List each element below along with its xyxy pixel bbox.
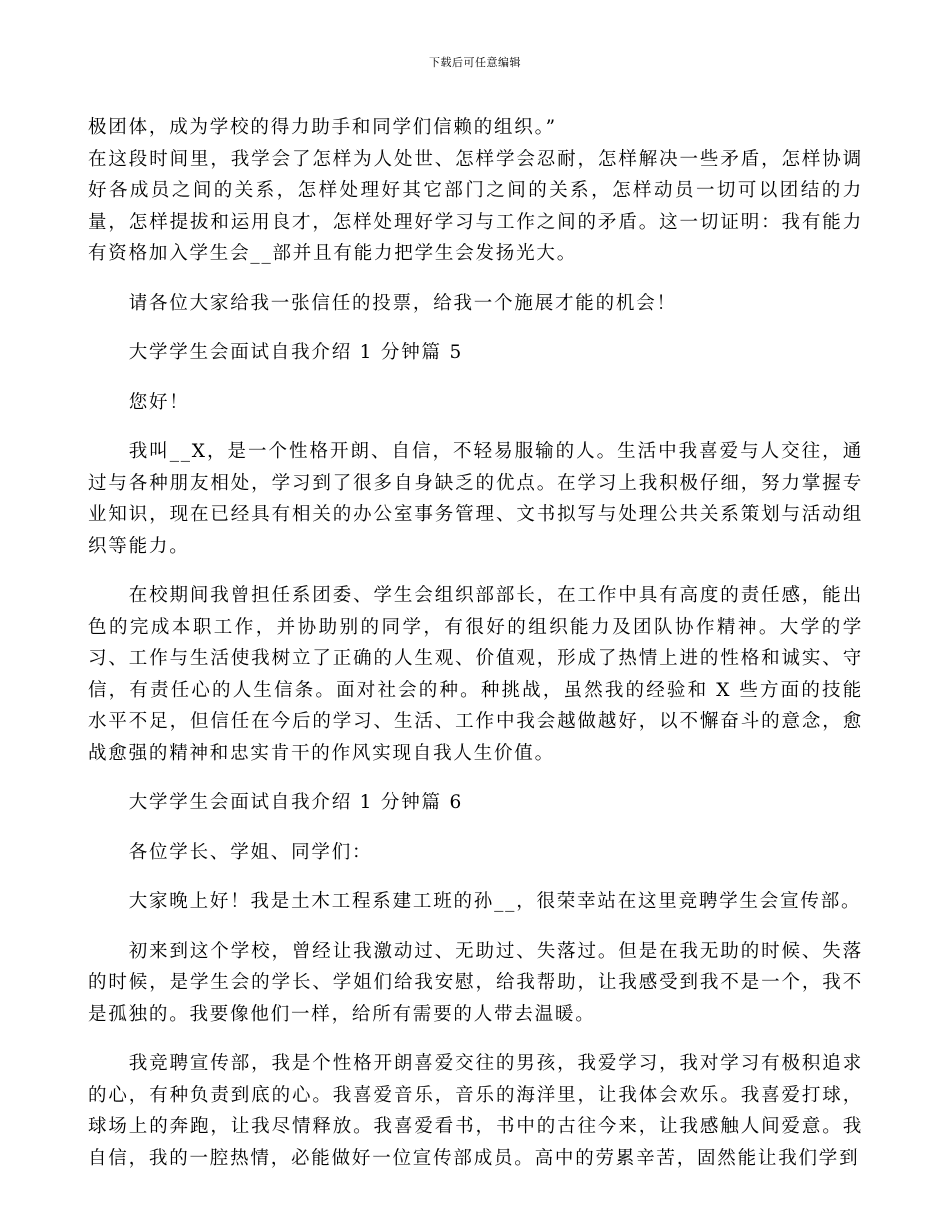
page-header: 下载后可任意编辑 (429, 56, 521, 69)
paragraph: 我叫__X，是一个性格开朗、自信，不轻易服输的人。生活中我喜爱与人交往，通过与各种朋友相处，学习到了很多自身缺乏的优点。在学习上我积极仔细，努力掌握专业知识，现在已经具有相关的办公室事务管理、文书拟写与处理公共关系策划与活动组织等能力。 (88, 441, 863, 557)
section-heading: 大学学生会面试自我介绍 1 分钟篇 5 (128, 342, 464, 363)
paragraph: 初来到这个学校，曾经让我激动过、无助过、失落过。但是在我无助的时候、失落的时候，是学生会的学长、学姐们给我安慰，给我帮助，让我感受到我不是一个，我不是孤独的。我要像他们一样，给所有需要的人带去温暖。 (88, 940, 863, 1025)
section-heading: 大学学生会面试自我介绍 1 分钟篇 6 (128, 792, 464, 813)
paragraph: 在这段时间里，我学会了怎样为人处世、怎样学会忍耐，怎样解决一些矛盾，怎样协调好各成员之间的关系，怎样处理好其它部门之间的关系，怎样动员一切可以团结的力量，怎样提拔和运用良才，怎样处理好学习与工作之间的矛盾。这一切证明：我有能力有资格加入学生会__部并且有能力把学生会发扬光大。 (88, 148, 863, 264)
paragraph: 在校期间我曾担任系团委、学生会组织部部长，在工作中具有高度的责任感，能出色的完成本职工作，并协助别的同学，有很好的组织能力及团队协作精神。大学的学习、工作与生活使我树立了正确的人生观、价值观，形成了热情上进的性格和诚实、守信，有责任心的人生信条。面对社会的种。种挑战，虽然我的经验和 X 些方面的技能水平不足，但信任在今后的学习、生活、工作中我会越做越好，以不懈奋斗的意念，愈战愈强的精神和忠实肯干的作风实现自我人生价值。 (88, 585, 863, 764)
paragraph-continuation: 极团体，成为学校的得力助手和同学们信赖的组织。” (88, 117, 557, 138)
paragraph: 大家晚上好！我是土木工程系建工班的孙__，很荣幸站在这里竞聘学生会宣传部。 (128, 891, 862, 912)
paragraph: 我竞聘宣传部，我是个性格开朗喜爱交往的男孩，我爱学习，我对学习有极积追求的心，有种负责到底的心。我喜爱音乐，音乐的海洋里，让我体会欢乐。我喜爱打球，球场上的奔跑，让我尽情释放。我喜爱看书，书中的古往今来，让我感触人间爱意。我自信，我的一腔热情，必能做好一位宣传部成员。高中的劳累辛苦，固然能让我们学到 (88, 1053, 863, 1169)
document-body (88, 112, 863, 1192)
greeting: 各位学长、学姐、同学们： (128, 841, 373, 863)
greeting: 您好！ (128, 391, 190, 413)
paragraph: 请各位大家给我一张信任的投票，给我一个施展才能的机会！ (128, 292, 677, 314)
